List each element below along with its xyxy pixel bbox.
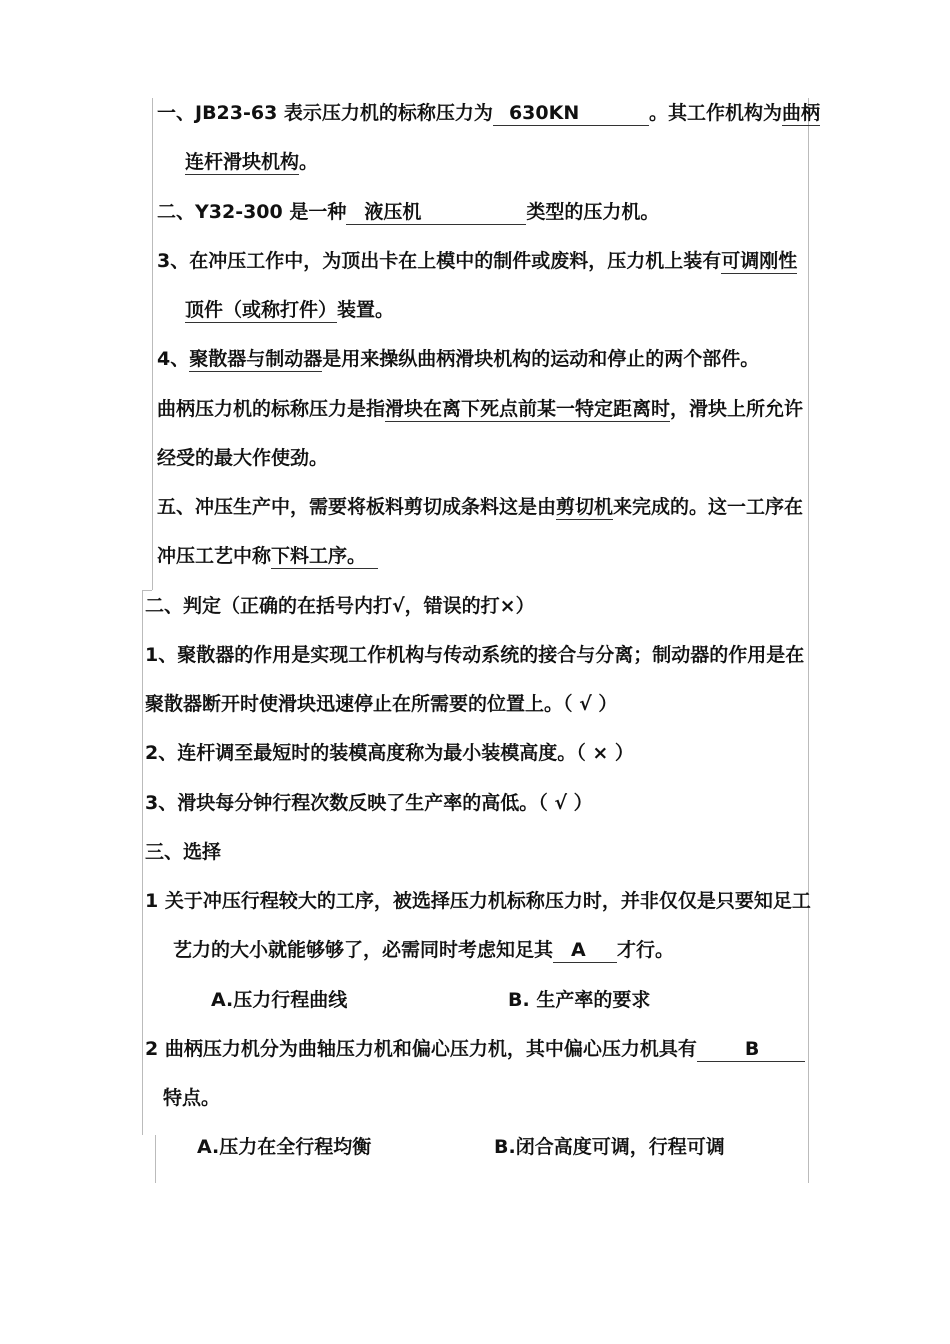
underlined-answer: 曲柄 [781,102,820,124]
underlined-answer: 滑块在离下死点前某一特定距离时 [385,398,671,420]
s1-line-6: 4、聚散器与制动器是用来操纵曲柄滑块机构的运动和停止的两个部件。 [157,348,760,370]
s3-q2-line-2: 特点。 [163,1087,221,1109]
s1-line-7: 曲柄压力机的标称压力是指滑块在离下死点前某一特定距离时，滑块上所允许 [157,398,804,420]
s3-q2-line-1: 2 曲柄压力机分为曲轴压力机和偏心压力机，其中偏心压力机具有 B [145,1036,805,1062]
underlined-answer: 聚散器与制动器 [189,348,323,370]
underlined-answer: 连杆滑块机构 [185,151,300,173]
answer-blank: A [553,938,617,963]
left-border-lower [142,590,143,1135]
s3-q1-option-a: A.压力行程曲线 [211,989,348,1011]
s1-line-4: 3、在冲压工作中，为顶出卡在上模中的制件或废料，压力机上装有可调刚性 [157,250,798,272]
s1-line-2: 连杆滑块机构。 [185,151,319,173]
s3-q1-line-2: 艺力的大小就能够够了，必需同时考虑知足其 A 才行。 [173,939,675,961]
right-border [808,98,809,1183]
border-notch [142,590,152,591]
underlined-answer: 顶件（或称打件） [185,299,338,321]
s1-line-1: 一、JB23-63 表示压力机的标称压力为 630KN 。其工作机构为曲柄 [157,102,820,124]
s2-title: 二、判定（正确的在括号内打√，错误的打×） [145,595,535,617]
s3-q1-option-b: B. 生产率的要求 [508,989,651,1011]
left-border-upper [152,98,153,590]
answer-blank: 液压机 [346,200,526,225]
underlined-answer: 下料工序。 [271,544,378,569]
answer-blank: B [697,1037,805,1062]
underlined-answer: 可调刚性 [721,250,798,272]
underlined-answer: 剪切机 [556,496,614,518]
s2-q1-line-1: 1、聚散器的作用是实现工作机构与传动系统的接合与分离；制动器的作用是在 [145,644,805,666]
s1-line-9: 五、冲压生产中，需要将板料剪切成条料这是由剪切机来完成的。这一工序在 [157,496,804,518]
s1-line-10: 冲压工艺中称下料工序。 [157,543,378,569]
answer-blank: 630KN [493,101,649,126]
s2-q1-line-2: 聚散器断开时使滑块迅速停止在所需要的位置上。（ √ ） [145,693,618,715]
left-border-bottom [155,1135,156,1183]
s2-q2: 2、连杆调至最短时的装模高度称为最小装模高度。（ × ） [145,742,634,764]
s1-line-5: 顶件（或称打件）装置。 [185,299,395,321]
s3-q2-option-b: B.闭合高度可调，行程可调 [494,1136,725,1158]
s1-line-3: 二、Y32-300 是一种 液压机 类型的压力机。 [157,201,660,223]
s3-title: 三、选择 [145,841,222,863]
s1-line-8: 经受的最大作使劲。 [157,447,329,469]
s2-q3: 3、滑块每分钟行程次数反映了生产率的高低。（ √ ） [145,792,593,814]
s3-q1-line-1: 1 关于冲压行程较大的工序，被选择压力机标称压力时，并非仅仅是只要知足工 [145,890,811,912]
s3-q2-option-a: A.压力在全行程均衡 [197,1136,372,1158]
